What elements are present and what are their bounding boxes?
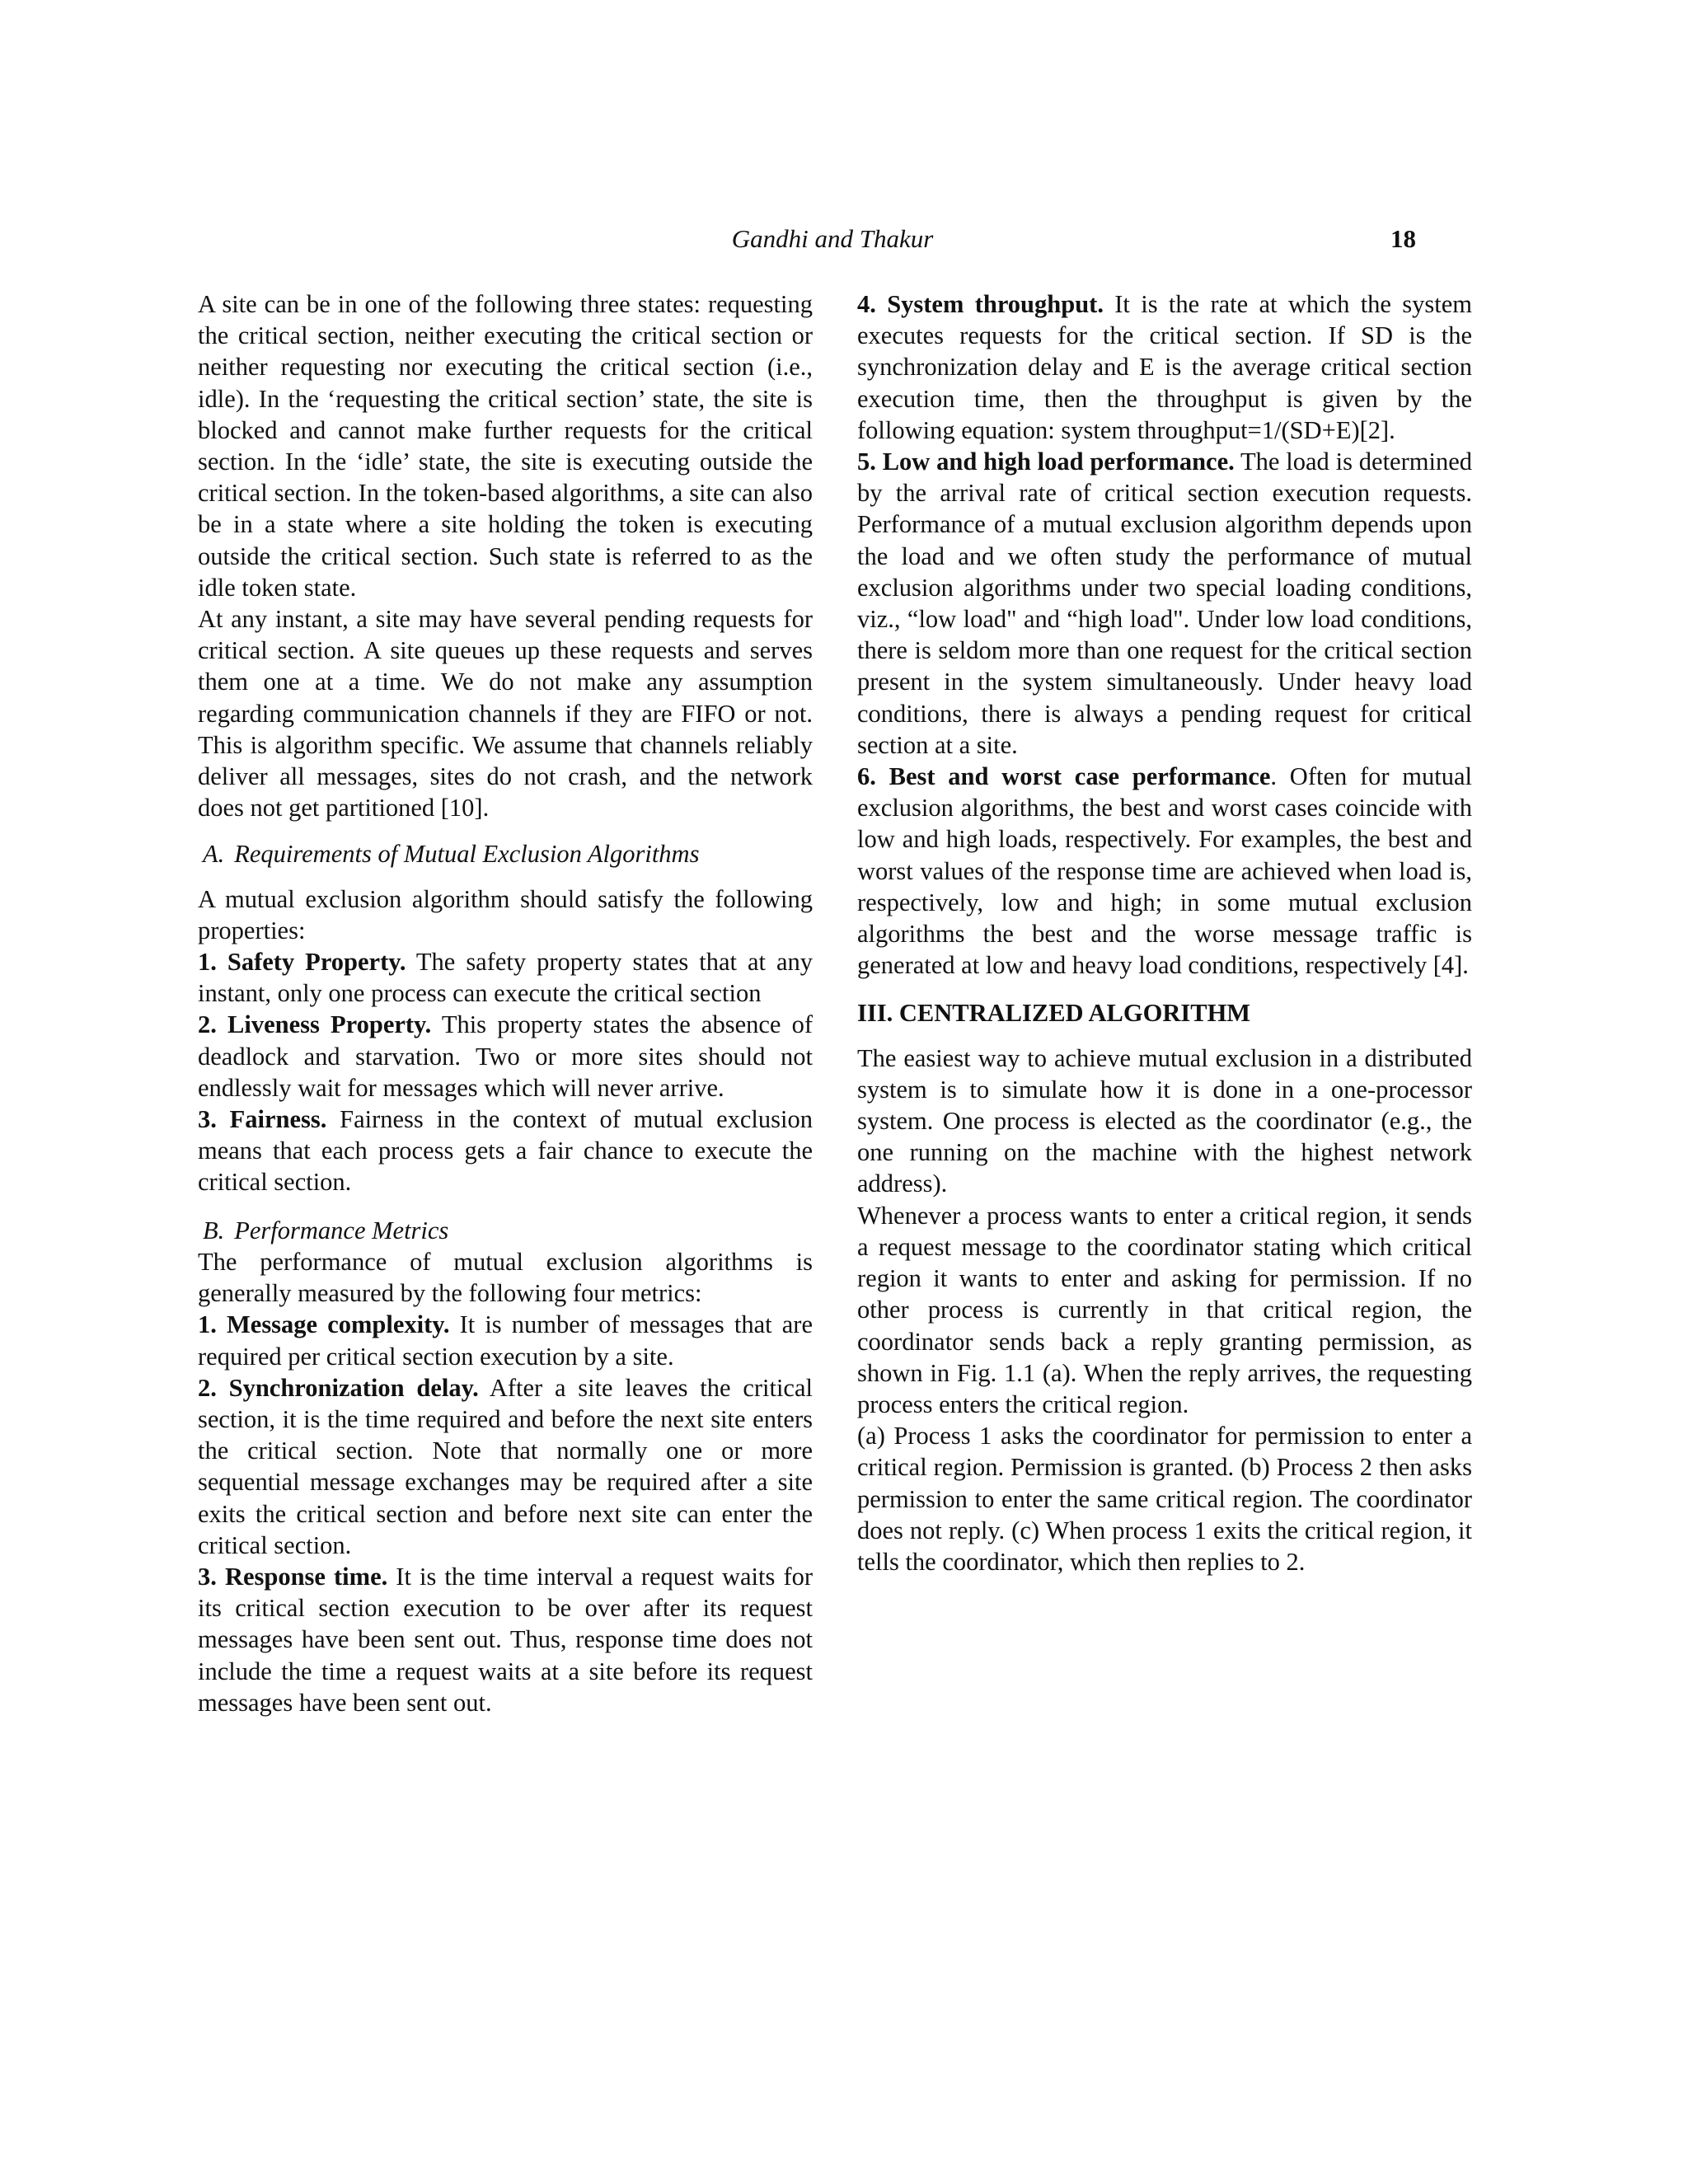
running-head-authors: Gandhi and Thakur: [731, 224, 934, 253]
paragraph-centralized-intro: The easiest way to achieve mutual exclusion in a distributed system is to simulate how it is done in a one-processor system. One process is elected as the coordinator (e.g., the one running on the machine with the highest network address).: [857, 1043, 1472, 1198]
term-label: 1. Safety Property.: [198, 948, 406, 977]
term-label: 3. Fairness.: [198, 1105, 327, 1134]
term-text: The load is determined by the arrival rate of critical section execution requests. Performance of a mutual exclusion algorithm depends upon the load and we often study the performance of mutual exclusion algorithms under two special loading conditions, viz., “low load" and “high load". Under low load conditions, there is seldom more than one request for the critical section present in the system simultaneously. Under heavy load conditions, there is always a pending request for critical section at a site.: [857, 448, 1472, 759]
subsection-heading-performance-metrics: [198, 1215, 813, 1246]
left-column: [198, 288, 813, 1718]
term-label: 6. Best and worst case performance: [857, 762, 1271, 791]
right-column: [857, 288, 1472, 1577]
paragraph-system-throughput: [857, 288, 1472, 446]
term-text: . Often for mutual exclusion algorithms, the best and worst cases coincide with low and high loads, respectively. For examples, the best and worst values of the response time are achieved when load is, respectively, low and high; in some mutual exclusion algorithms the best and the worse message traffic is generated at low and heavy load conditions, respectively [4].: [857, 762, 1473, 980]
term-text: Fairness in the context of mutual exclusion means that each process gets a fair chance to execute the critical section.: [198, 1105, 813, 1197]
paragraph-figure-description: (a) Process 1 asks the coordinator for permission to enter a critical region. Permission is granted. (b) Process 2 then asks permission to enter the same critical region. The coordinator does not reply. (c) When process 1 exits the critical region, it tells the coordinator, which then replies to 2.: [857, 1422, 1472, 1576]
term-label: 2. Synchronization delay.: [198, 1373, 479, 1402]
paragraph-load-performance: [857, 446, 1472, 761]
paragraph-centralized-request: Whenever a process wants to enter a critical region, it sends a request message to the coordinator stating which critical region it wants to enter and asking for permission. If no other process is currently in that critical region, the coordinator sends back a reply granting permission, as shown in Fig. 1.1 (a). When the reply arrives, the requesting process enters the critical region.: [857, 1201, 1472, 1418]
term-label: 1. Message complexity.: [198, 1310, 450, 1339]
term-label: 4. System throughput.: [857, 290, 1104, 318]
term-text: It is the time interval a request waits for its critical section execution to be over after its request messages have been sent out. Thus, response time does not include the time a request waits at a site before its request messages have been sent out.: [198, 1562, 814, 1717]
term-text: It is the rate at which the system executes requests for the critical section. If SD is the synchronization delay and E is the average critical section execution time, then the throughput is given by the following equation: system throughput=1/(SD+E)[2].: [857, 290, 1473, 444]
paragraph-response-time: [198, 1561, 813, 1718]
subsection-number: B.: [203, 1216, 225, 1244]
term-label: 5. Low and high load performance.: [857, 448, 1235, 476]
term-text: It is number of messages that are required per critical section execution by a site.: [198, 1310, 813, 1371]
term-text: This property states the absence of deadlock and starvation. Two or more sites should not endlessly wait for messages which will never arrive.: [198, 1010, 813, 1102]
paragraph-pending-requests: At any instant, a site may have several pending requests for critical section. A site queues up these requests and serves them one at a time. We do not make any assumption regarding communication channels if they are FIFO or not. This is algorithm specific. We assume that channels reliably deliver all messages, sites do not crash, and the network does not get partitioned [10].: [198, 605, 813, 823]
term-label: 2. Liveness Property.: [198, 1010, 432, 1039]
subsection-heading-requirements: [198, 838, 813, 869]
paragraph-metrics-intro: The performance of mutual exclusion algorithms is generally measured by the following four metrics:: [198, 1247, 813, 1308]
paragraph-best-worst-case: [857, 761, 1472, 981]
paragraph-liveness-property: [198, 1009, 813, 1104]
paragraph-site-states: A site can be in one of the following three states: requesting the critical section, neither executing the critical section or neither requesting nor executing the critical section (i.e., idle). In the ‘requesting the critical section’ state, the site is blocked and cannot make further requests for the critical section. In the ‘idle’ state, the site is executing outside the critical section. In the token-based algorithms, a site can also be in a state where a site holding the token is executing outside the critical section. Such state is referred to as the idle token state.: [198, 290, 813, 602]
subsection-title: Requirements of Mutual Exclusion Algorithms: [234, 840, 700, 869]
paragraph-fairness: [198, 1104, 813, 1198]
term-text: The safety property states that at any instant, only one process can execute the critical section: [198, 948, 814, 1008]
term-text: After a site leaves the critical section, it is the time required and before the next site enters the critical section. Note that normally one or more sequential message exchanges may be required after a site exits the critical section and before next site can enter the critical section.: [198, 1373, 813, 1559]
section-heading-centralized-algorithm: III. CENTRALIZED ALGORITHM: [857, 999, 1251, 1028]
paragraph-properties-intro: A mutual exclusion algorithm should satisfy the following properties:: [198, 884, 813, 944]
running-header: [198, 224, 1467, 265]
paragraph-safety-property: [198, 946, 813, 1009]
paragraph-message-complexity: [198, 1309, 813, 1371]
term-label: 3. Response time.: [198, 1562, 388, 1591]
subsection-number: A.: [203, 840, 225, 869]
page-number: 18: [1390, 224, 1416, 253]
paragraph-synchronization-delay: [198, 1372, 813, 1561]
subsection-title: Performance Metrics: [234, 1216, 449, 1244]
